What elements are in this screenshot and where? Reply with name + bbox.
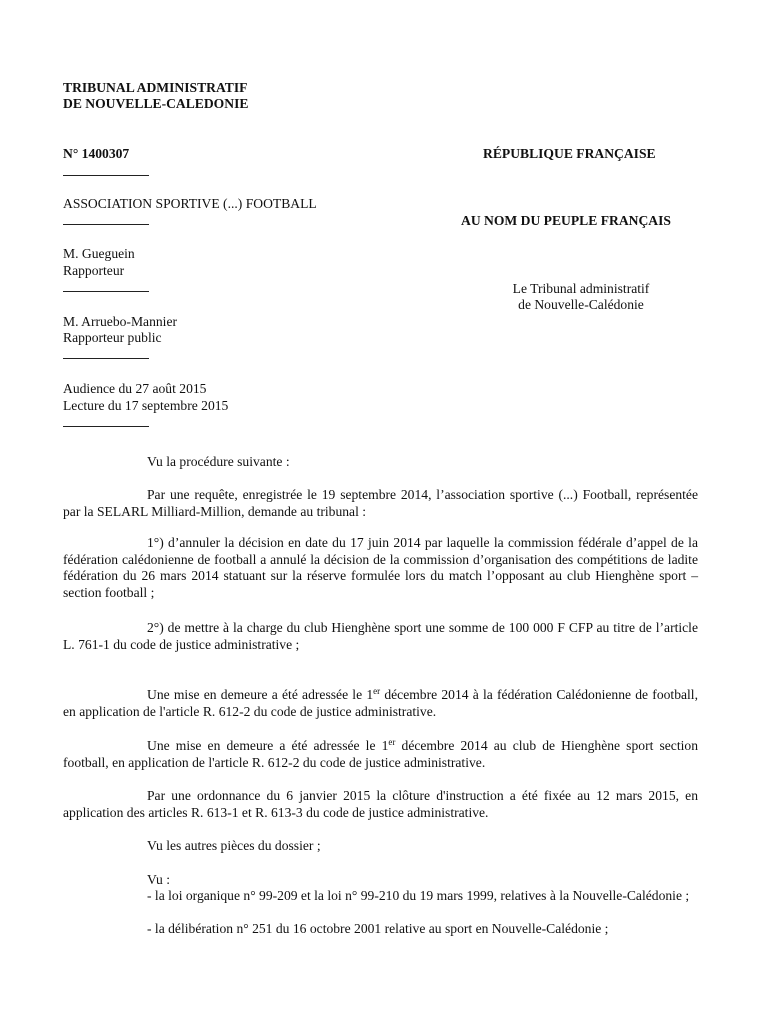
notice-federation-paragraph (63, 687, 698, 720)
court-name-line1: TRIBUNAL ADMINISTRATIF (63, 80, 248, 95)
separator-rule (63, 358, 149, 359)
court-name-line2: DE NOUVELLE-CALEDONIE (63, 96, 249, 111)
legal-basis-item: - la loi organique n° 99-209 et la loi n° 99-210 du 19 mars 1999, relatives à la Nouvelle-Calédonie ; (147, 888, 690, 903)
legal-basis-item: - la délibération n° 251 du 16 octobre 2001 relative au sport en Nouvelle-Calédonie ; (147, 921, 609, 936)
separator-rule (63, 291, 149, 292)
claim-2-paragraph: 2°) de mettre à la charge du club Hienghène sport une somme de 100 000 F CFP au titre de l’article L. 761-1 du code de justice administrative ; (63, 620, 698, 652)
party-name: ASSOCIATION SPORTIVE (...) FOOTBALL (63, 196, 317, 211)
notice-text-end: décembre 2014 à la fédération Calédonienne de football, en application de l'article R. 612-2 du code de justice administrative. (63, 687, 698, 719)
separator-rule (63, 224, 149, 225)
notice-text-start: Une mise en demeure a été adressée le 1 (147, 687, 374, 702)
judge-name: M. Gueguein (63, 246, 135, 261)
notice-text-start: Une mise en demeure a été adressée le 1 (147, 738, 389, 753)
notice-club-paragraph (63, 738, 698, 771)
public-rapporteur-role: Rapporteur public (63, 330, 162, 345)
procedure-intro: Vu la procédure suivante : (147, 454, 290, 469)
claim-1-paragraph: 1°) d’annuler la décision en date du 17 juin 2014 par laquelle la commission fédérale d’appel de la fédération calédonienne de football a annulé la décision de la commission d’organisation des compétitions de ladite fédération du 26 mars 2014 statuant sur la réserve formulée lors du match l’opposant au club Hienghène sport – section football ; (63, 535, 698, 600)
republic-heading: RÉPUBLIQUE FRANÇAISE (483, 146, 656, 161)
tribunal-line2: de Nouvelle-Calédonie (518, 297, 644, 312)
notice-superscript: er (388, 737, 396, 747)
in-name-heading: AU NOM DU PEUPLE FRANÇAIS (461, 213, 671, 228)
legal-basis-heading: Vu : (147, 872, 170, 887)
closure-order-paragraph: Par une ordonnance du 6 janvier 2015 la clôture d'instruction a été fixée au 12 mars 2015, en application des articles R. 613-1 et R. 613-3 du code de justice administrative. (63, 788, 698, 820)
other-documents-paragraph: Vu les autres pièces du dossier ; (147, 838, 321, 853)
notice-superscript: er (373, 686, 381, 696)
reading-date: Lecture du 17 septembre 2015 (63, 398, 229, 413)
public-rapporteur-name: M. Arruebo-Mannier (63, 314, 178, 329)
notice-text-end: décembre 2014 au club de Hienghène sport section football, en application de l'article R. 612-2 du code de justice administrative. (63, 738, 698, 770)
case-number: N° 1400307 (63, 146, 130, 161)
separator-rule (63, 175, 149, 176)
hearing-date: Audience du 27 août 2015 (63, 381, 207, 396)
judge-role: Rapporteur (63, 263, 125, 278)
tribunal-line1: Le Tribunal administratif (512, 281, 650, 296)
request-paragraph: Par une requête, enregistrée le 19 septembre 2014, l’association sportive (...) Football, représentée par la SELARL Milliard-Million, demande au tribunal : (63, 487, 698, 519)
separator-rule (63, 426, 149, 427)
